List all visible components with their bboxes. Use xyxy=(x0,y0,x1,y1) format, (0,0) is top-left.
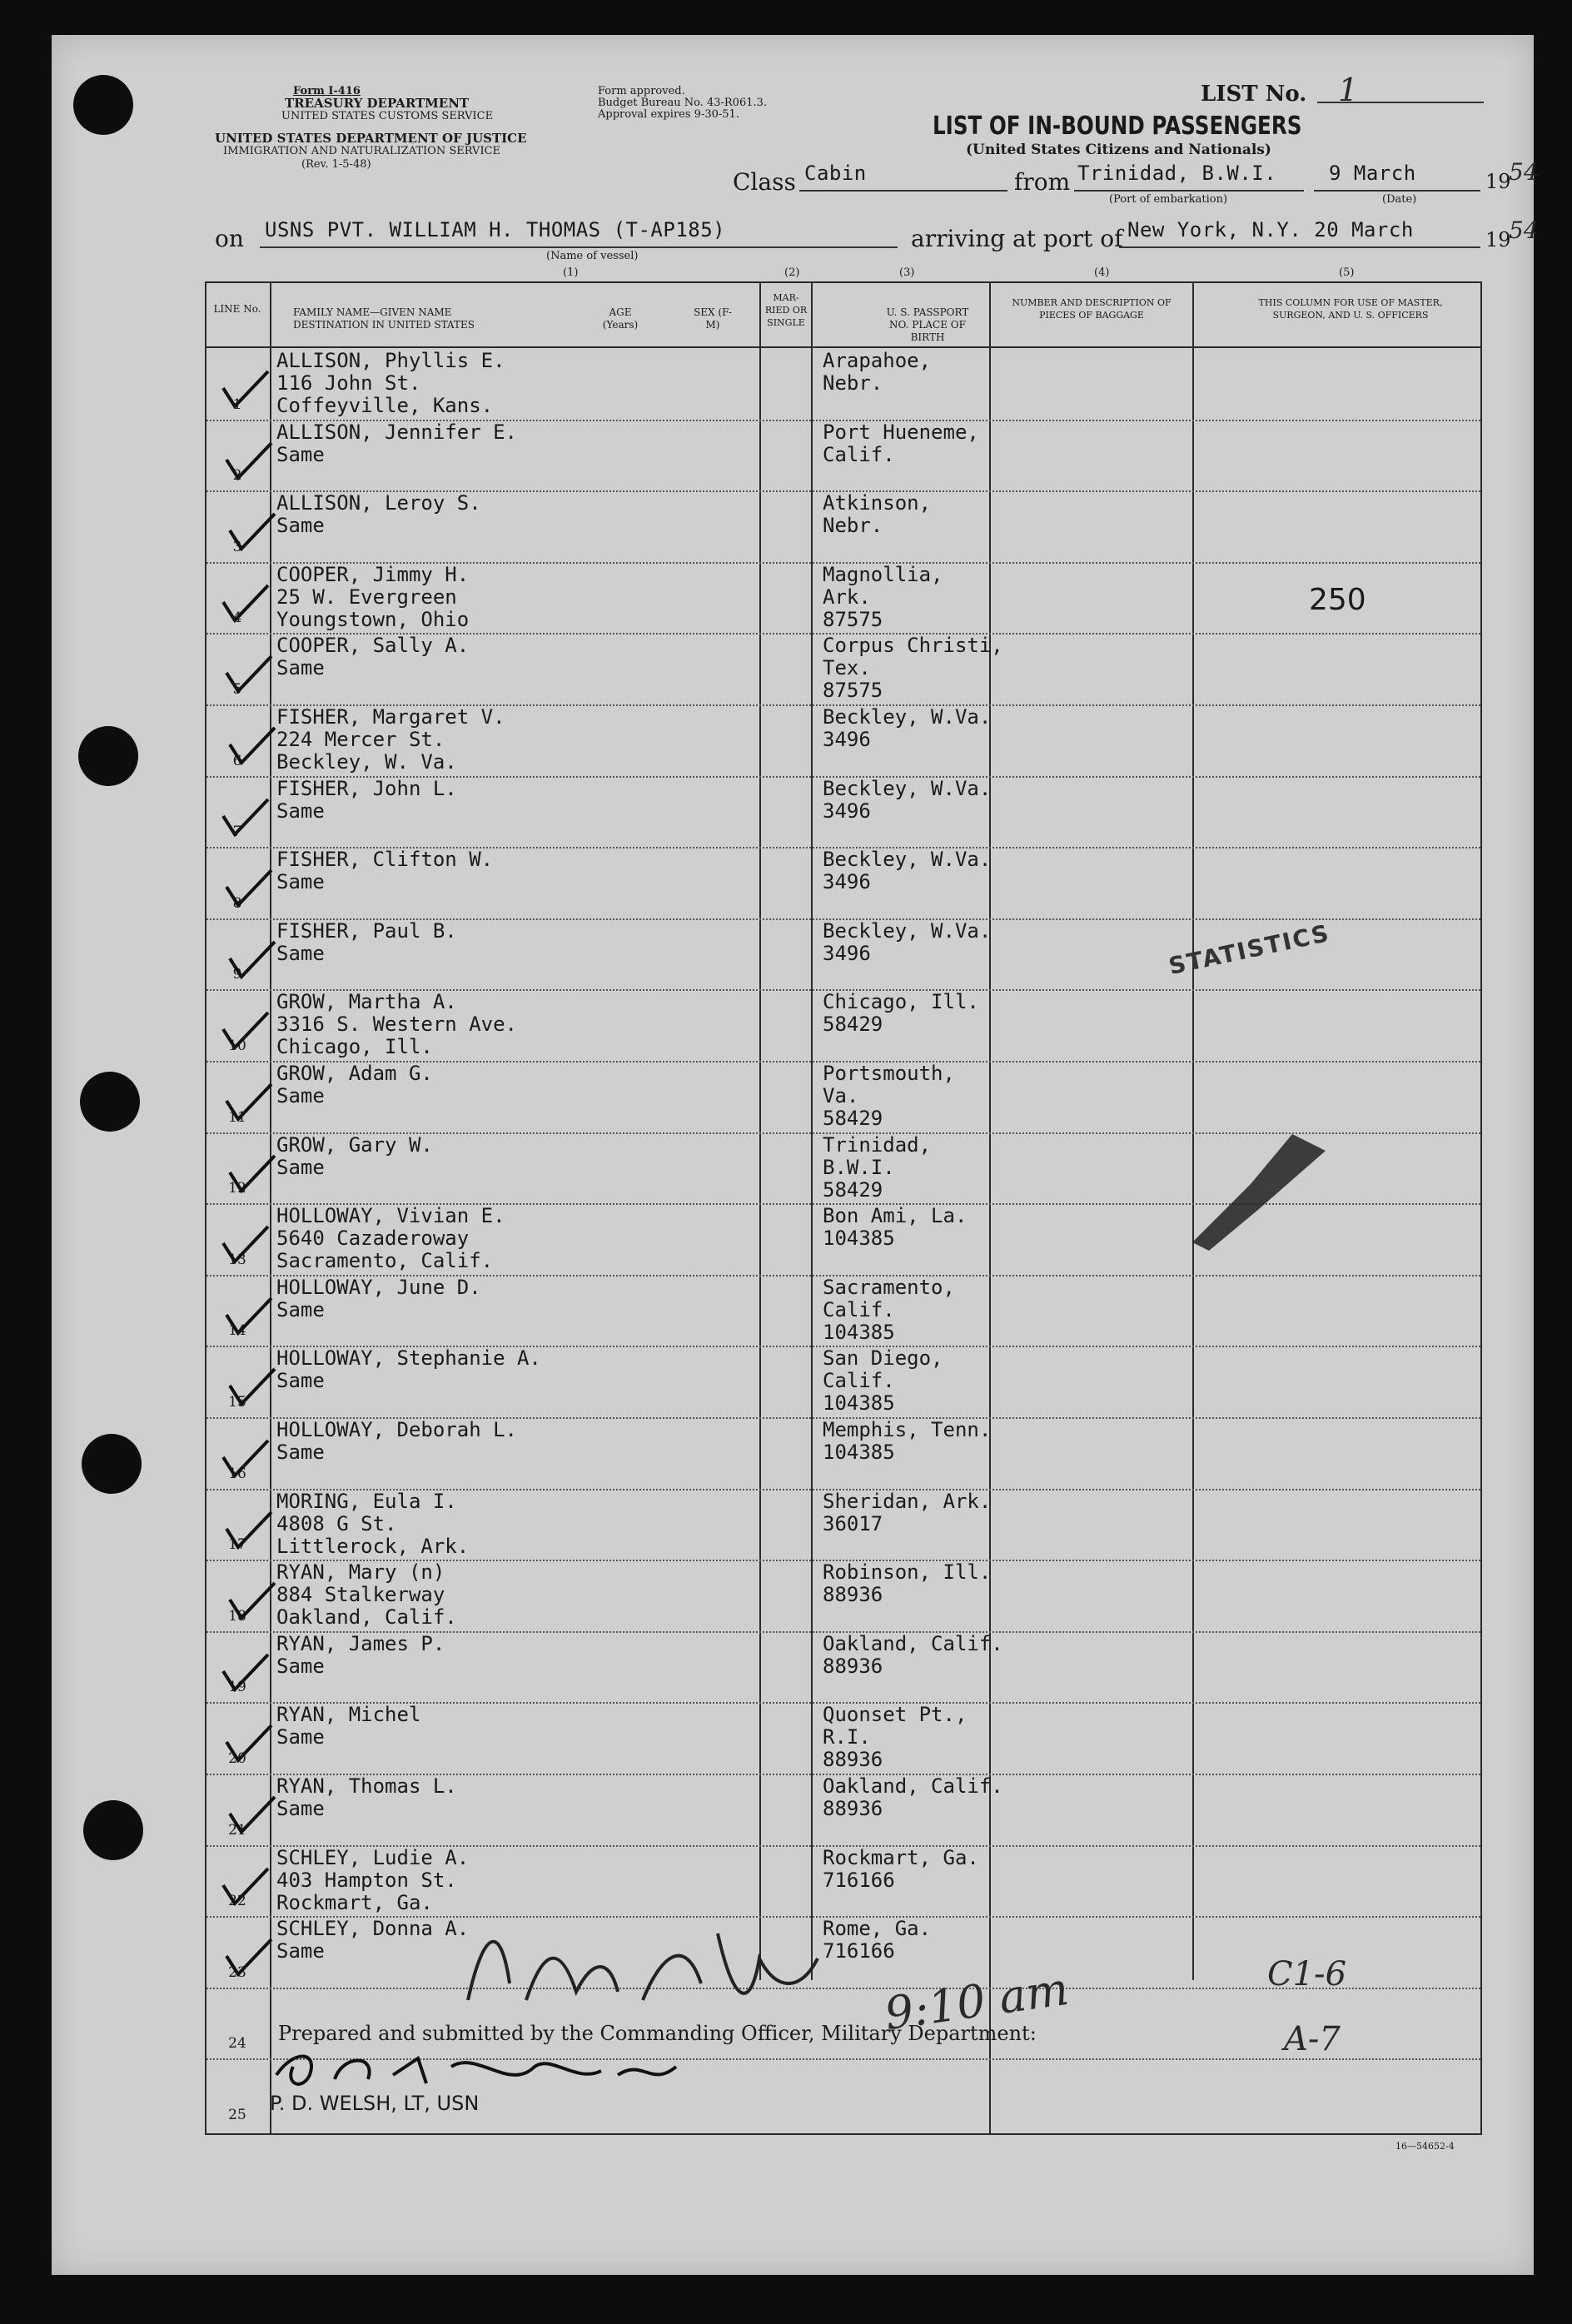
from-value: Trinidad, B.W.I. xyxy=(1077,162,1277,185)
place-of-birth: Robinson, Ill. 88936 xyxy=(823,1560,992,1607)
place-of-birth: Beckley, W.Va. 3496 xyxy=(823,776,992,823)
passenger-name: ALLISON, Phyllis E. 116 John St. Coffeyville, Kans. xyxy=(276,349,505,417)
punch-hole xyxy=(83,1800,143,1860)
punch-hole xyxy=(78,726,138,786)
officer-name: P. D. WELSH, LT, USN xyxy=(270,2092,480,2115)
header-sex: SEX (F-M) xyxy=(694,306,732,331)
punch-hole xyxy=(73,75,133,135)
officer-number: 250 xyxy=(1309,583,1366,617)
col-num-1: (1) xyxy=(563,266,579,279)
line-number: 24 xyxy=(228,2035,246,2053)
passenger-name: RYAN, Thomas L. Same xyxy=(276,1774,457,1820)
passenger-name: SCHLEY, Ludie A. 403 Hampton St. Rockmart, Ga. xyxy=(276,1845,470,1914)
check-mark-icon xyxy=(225,721,283,771)
check-mark-icon xyxy=(218,1434,276,1484)
check-mark-icon xyxy=(225,1149,283,1199)
passenger-name: ALLISON, Leroy S. Same xyxy=(276,491,481,538)
passenger-name: FISHER, Paul B. Same xyxy=(276,918,457,965)
punch-hole xyxy=(80,1072,140,1132)
justice-dept: UNITED STATES DEPARTMENT OF JUSTICE xyxy=(215,131,527,146)
statistics-stamp: STATISTICS xyxy=(1166,918,1333,981)
list-no-value: 1 xyxy=(1338,72,1359,108)
place-of-birth: San Diego, Calif. 104385 xyxy=(823,1346,943,1416)
header-officers: THIS COLUMN FOR USE OF MASTER, SURGEON, AND U. S. OFFICERS xyxy=(1258,297,1443,321)
check-mark-icon xyxy=(221,1933,280,1983)
customs-service: UNITED STATES CUSTOMS SERVICE xyxy=(281,110,494,122)
place-of-birth: Memphis, Tenn. 104385 xyxy=(823,1418,992,1464)
class-label: Class xyxy=(733,168,796,196)
budget-bureau: Budget Bureau No. 43-R061.3. xyxy=(598,97,768,109)
place-of-birth: Quonset Pt., R.I. 88936 xyxy=(823,1703,968,1772)
passenger-name: RYAN, Mary (n) 884 Stalkerway Oakland, Calif. xyxy=(276,1560,457,1630)
passenger-name: COOPER, Jimmy H. 25 W. Evergreen Youngstown, Ohio xyxy=(276,562,470,631)
date-label: (Date) xyxy=(1382,193,1417,206)
class-value: Cabin xyxy=(804,162,867,185)
place-of-birth: Bon Ami, La. 104385 xyxy=(823,1204,968,1251)
check-mark-icon xyxy=(221,1077,280,1127)
treasury-dept: TREASURY DEPARTMENT xyxy=(285,96,470,111)
handwritten-code-1: C1-6 xyxy=(1267,1955,1347,1993)
document-title: LIST OF IN-BOUND PASSENGERS xyxy=(933,112,1302,141)
place-of-birth: Sacramento, Calif. 104385 xyxy=(823,1275,955,1344)
line-number: 21 xyxy=(228,1821,246,1839)
passenger-name: FISHER, John L. Same xyxy=(276,776,457,823)
place-of-birth: Oakland, Calif. 88936 xyxy=(823,1774,1003,1820)
line-number: 19 xyxy=(228,1679,246,1696)
check-mark-icon xyxy=(221,1719,280,1769)
col-num-3: (3) xyxy=(899,266,915,279)
place-of-birth: Chicago, Ill. 58429 xyxy=(823,990,979,1037)
header-name: FAMILY NAME—GIVEN NAME DESTINATION IN UNITED STATES xyxy=(293,306,475,331)
from-label: from xyxy=(1014,168,1071,196)
passenger-name: HOLLOWAY, Stephanie A. Same xyxy=(276,1346,541,1393)
arrival-port: New York, N.Y. 20 March xyxy=(1127,218,1414,241)
header-baggage: NUMBER AND DESCRIPTION OF PIECES OF BAGGAGE xyxy=(1012,297,1172,321)
handwritten-signature xyxy=(451,1908,868,2025)
header-age: AGE (Years) xyxy=(602,306,639,331)
place-of-birth: Beckley, W.Va. 3496 xyxy=(823,705,992,751)
document-subtitle: (United States Citizens and Nationals) xyxy=(966,142,1271,158)
passenger-name: GROW, Gary W. Same xyxy=(276,1132,433,1179)
col-num-5: (5) xyxy=(1339,266,1355,279)
place-of-birth: Oakland, Calif. 88936 xyxy=(823,1631,1003,1678)
place-of-birth: Rome, Ga. 716166 xyxy=(823,1917,932,1963)
on-label: on xyxy=(215,225,244,252)
line-number: 2 xyxy=(232,467,242,485)
col-num-4: (4) xyxy=(1094,266,1110,279)
line-number: 18 xyxy=(228,1607,246,1625)
passenger-name: GROW, Adam G. Same xyxy=(276,1062,433,1107)
line-number: 11 xyxy=(228,1108,246,1126)
line-number: 20 xyxy=(228,1750,246,1767)
passenger-name: COOPER, Sally A. Same xyxy=(276,634,470,680)
line-number: 15 xyxy=(228,1394,246,1411)
check-mark-icon xyxy=(225,507,283,557)
place-of-birth: Beckley, W.Va. 3496 xyxy=(823,918,992,965)
place-of-birth: Port Hueneme, Calif. xyxy=(823,420,979,466)
line-number: 25 xyxy=(228,2107,246,2123)
list-no-label: LIST No. xyxy=(1201,82,1307,107)
check-mark-icon xyxy=(218,1862,276,1912)
line-number: 4 xyxy=(232,610,242,627)
line-number: 5 xyxy=(232,681,242,698)
year-value: 54 xyxy=(1509,158,1539,186)
date-value: 9 March xyxy=(1329,162,1416,185)
handwritten-code-2: A-7 xyxy=(1284,2020,1341,2058)
passenger-name: HOLLOWAY, Deborah L. Same xyxy=(276,1418,517,1464)
footer-code: 16—54652-4 xyxy=(1395,2141,1455,2152)
check-mark-icon xyxy=(221,1505,280,1555)
revision: (Rev. 1-5-48) xyxy=(301,158,371,171)
document-page xyxy=(52,35,1539,2275)
check-mark-icon xyxy=(218,1220,276,1270)
line-number: 10 xyxy=(228,1038,246,1054)
year2-prefix: 19 xyxy=(1485,228,1511,251)
punch-hole xyxy=(82,1434,142,1494)
line-number: 8 xyxy=(232,894,242,912)
officer-signature xyxy=(260,2042,759,2100)
passenger-name: ALLISON, Jennifer E. Same xyxy=(276,420,517,466)
port-embark-label: (Port of embarkation) xyxy=(1109,193,1228,206)
passenger-name: MORING, Eula I. 4808 G St. Littlerock, Ark. xyxy=(276,1489,470,1558)
check-mark-icon xyxy=(225,935,283,985)
place-of-birth: Atkinson, Nebr. xyxy=(823,491,932,538)
year-prefix: 19 xyxy=(1485,170,1511,193)
line-number: 3 xyxy=(232,538,242,555)
passenger-name: FISHER, Clifton W. Same xyxy=(276,848,494,894)
year2-value: 54 xyxy=(1509,216,1539,244)
ink-smudge xyxy=(1159,1117,1342,1276)
place-of-birth: Trinidad, B.W.I. 58429 xyxy=(823,1132,932,1202)
prepared-statement: Prepared and submitted by the Commanding Officer, Military Department: xyxy=(278,2022,1037,2045)
check-mark-icon xyxy=(225,1362,283,1412)
check-mark-icon xyxy=(218,1006,276,1056)
line-number: 7 xyxy=(232,824,242,841)
check-mark-icon xyxy=(225,1576,283,1626)
passenger-name: RYAN, James P. Same xyxy=(276,1631,445,1678)
place-of-birth: Corpus Christi, Tex. 87575 xyxy=(823,634,1003,703)
place-of-birth: Magnollia, Ark. 87575 xyxy=(823,562,943,631)
passenger-name: SCHLEY, Donna A. Same xyxy=(276,1917,470,1963)
check-mark-icon xyxy=(218,793,276,843)
line-number: 14 xyxy=(228,1322,246,1340)
check-mark-icon xyxy=(225,1790,283,1840)
header-married: MAR- RIED OR SINGLE xyxy=(764,292,808,328)
passenger-name: HOLLOWAY, Vivian E. 5640 Cazaderoway Sacramento, Calif. xyxy=(276,1204,505,1273)
line-number: 16 xyxy=(228,1465,246,1482)
form-number: Form I-416 xyxy=(293,85,361,97)
line-number: 23 xyxy=(228,1963,246,1981)
arriving-label: arriving at port of xyxy=(911,225,1123,252)
line-number: 17 xyxy=(228,1536,246,1554)
passenger-name: RYAN, Michel Same xyxy=(276,1703,421,1749)
vessel-name: USNS PVT. WILLIAM H. THOMAS (T-AP185) xyxy=(265,218,726,241)
place-of-birth: Arapahoe, Nebr. xyxy=(823,349,932,395)
handwritten-time: 9:10 am xyxy=(881,1962,1072,2041)
place-of-birth: Sheridan, Ark. 36017 xyxy=(823,1489,992,1535)
line-number: 9 xyxy=(232,966,242,983)
check-mark-icon xyxy=(218,365,276,415)
line-number: 22 xyxy=(228,1893,246,1910)
approval-expires: Approval expires 9-30-51. xyxy=(598,108,739,121)
ins-service: IMMIGRATION AND NATURALIZATION SERVICE xyxy=(223,145,501,157)
check-mark-icon xyxy=(218,1648,276,1698)
line-number: 1 xyxy=(232,396,242,413)
check-mark-icon xyxy=(221,436,280,486)
check-mark-icon xyxy=(221,649,280,699)
line-number: 6 xyxy=(232,752,242,769)
passenger-name: HOLLOWAY, June D. Same xyxy=(276,1275,481,1321)
place-of-birth: Portsmouth, Va. 58429 xyxy=(823,1062,955,1130)
line-number: 12 xyxy=(228,1180,246,1197)
check-mark-icon xyxy=(221,863,280,913)
header-line-no: LINE No. xyxy=(213,303,261,315)
col-num-2: (2) xyxy=(784,266,800,279)
vessel-label: (Name of vessel) xyxy=(546,250,639,262)
form-approved: Form approved. xyxy=(598,85,685,97)
passenger-name: FISHER, Margaret V. 224 Mercer St. Beckley, W. Va. xyxy=(276,705,505,774)
line-number: 13 xyxy=(228,1251,246,1268)
check-mark-icon xyxy=(221,1291,280,1341)
header-passport: U. S. PASSPORT NO. PLACE OF BIRTH xyxy=(886,306,969,343)
place-of-birth: Beckley, W.Va. 3496 xyxy=(823,848,992,894)
place-of-birth: Rockmart, Ga. 716166 xyxy=(823,1845,979,1892)
passenger-name: GROW, Martha A. 3316 S. Western Ave. Chicago, Ill. xyxy=(276,990,517,1059)
check-mark-icon xyxy=(218,579,276,629)
